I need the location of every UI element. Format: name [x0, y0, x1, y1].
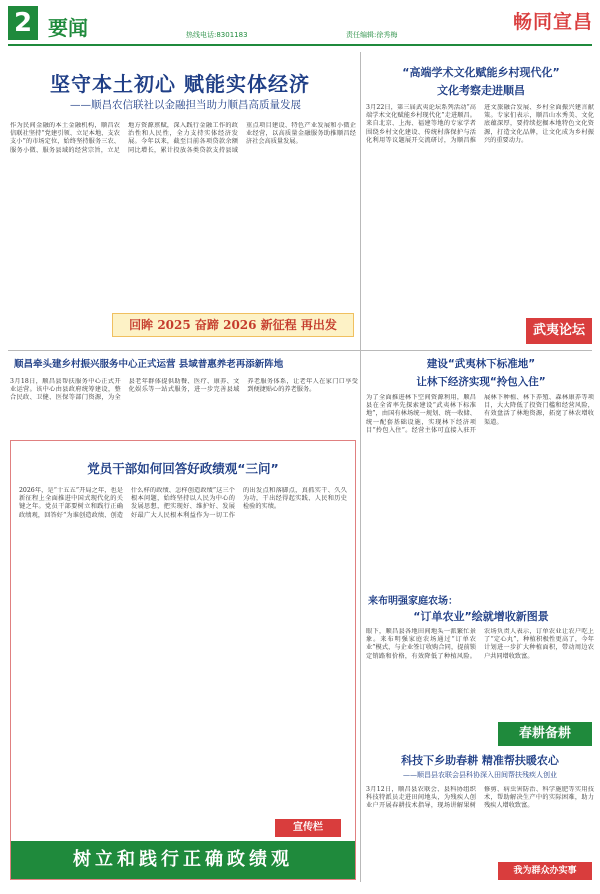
wuyi-title-2: 让林下经济实现“拎包入住” — [416, 376, 546, 388]
tech-title: 科技下乡助春耕 精准帮扶暖农心 — [401, 754, 559, 767]
col-divider-left — [360, 52, 361, 352]
col-divider-mid — [360, 352, 361, 882]
party-body: 2026年，是“十五五”开局之年，也是新征程上全面推进中国式现代化的关键之年。党员干部要树立和践行正确政绩观，回答好“为谁创造政绩、创造什么样的政绩、怎样创造政绩”这三个根本问题，始终坚持以人民为中心的发展思想，把实现好、维护好、发展好最广大人民根本利益作为一切工作的出发点和落脚点，真抓实干、久久为功，干出经得起实践、人民和历史检验的实绩。 — [19, 487, 347, 519]
party-title: 党员干部如何回答好政绩观“三问” — [87, 461, 279, 476]
party-box — [10, 440, 356, 880]
lead-slogan-banner: 回眸 2025 奋蹄 2026 新征程 再出发 — [112, 313, 354, 337]
culture-title-1: “高端学术文化赋能乡村现代化” — [402, 66, 560, 79]
culture-title-2: 文化考察走进顺昌 — [437, 84, 525, 97]
masthead-logo: 畅同宣昌 — [510, 2, 596, 42]
wuyi-title-1: 建设“武夷林下标准地” — [426, 358, 536, 370]
editor-name: 责任编辑:徐秀梅 — [346, 31, 398, 39]
party-tag: 宣传栏 — [275, 819, 341, 837]
section-name: 要闻 — [48, 16, 88, 40]
header-divider — [8, 44, 592, 46]
column-tag-wuyi: 武夷论坛 — [526, 318, 592, 344]
tech-tag: 我为群众办实事 — [498, 862, 592, 880]
tech-body: 3月12日，顺昌县农联会、县科协组织科技特派员走进田间地头，为残疾人创业户开展春耕技术指导，现场讲解果树修剪、病虫害防治、科学施肥等实用技术，帮助解决生产中的实际困难，助力残疾人增收致富。 — [366, 786, 594, 810]
help-body: 3月18日，顺昌县帮扶服务中心正式开业运营。该中心由县政府统筹建设，整合民政、卫健、医保等部门资源，为全县老年群体提供助餐、医疗、康养、文化娱乐等一站式服务，进一步完善县域养老服务体系，让老年人在家门口享受到便捷贴心的养老服务。 — [10, 378, 358, 402]
spring-tag: 春耕备耕 — [498, 722, 592, 746]
hotline: 热线电话:8301183 — [186, 31, 248, 39]
farm-title-2: “订单农业”绘就增收新图景 — [413, 610, 549, 623]
lead-subtitle: ——顺昌农信联社以金融担当助力顺昌高质量发展 — [70, 99, 301, 111]
lead-body: 作为民间金融的本土金融机构，顺昌农信联社坚持“党建引领、立足本地、支农支小”的市场定位，始终坚持服务三农、服务小微、服务县域的经营宗旨，立足地方资源禀赋，深入践行金融工作的政治性和人民性，全力支持实体经济发展。今年以来，截至目前各项贷款余额同比增长，累计投放各类贷款支持县域重点项目建设、特色产业发展和小微企业经营，以高质量金融服务助推顺昌经济社会高质量发展。 — [10, 122, 356, 154]
party-banner: 树立和践行正确政绩观 — [11, 841, 355, 879]
farm-body: 眼下，顺昌县各地田间地头一派繁忙景象。来布明强家庭农场通过“订单农业”模式，与企业签订收购合同，提前锁定销路和价格，有效降低了种植风险。农场负责人表示，订单农业让农户吃上了“定心丸”，种植积极性更高了，今年计划进一步扩大种植面积，带动周边农户共同增收致富。 — [366, 628, 594, 660]
farm-title-1: 来布明强家庭农场： — [368, 596, 458, 607]
tech-subtitle: ——顺昌县农联会县科协深入田间帮扶残疾人创业 — [403, 771, 557, 779]
row-divider-1 — [8, 350, 592, 351]
lead-title: 坚守本土初心 赋能实体经济 — [50, 72, 310, 96]
culture-body: 3月22日，第三届武夷论坛系列活动“高端学术文化赋能乡村现代化”走进顺昌。来自北京、上海、福建等地的专家学者围绕乡村文化建设、传统村落保护与活化利用等议题展开交流研讨，为顺昌推进文旅融合发展、乡村全面振兴建言献策。专家们表示，顺昌山水秀美、文化底蕴深厚，要持续挖掘本地特色文化资源，打造文化品牌，让文化成为乡村振兴的重要动力。 — [366, 104, 594, 144]
page-number: 2 — [8, 6, 38, 40]
help-title: 顺昌牵头建乡村振兴服务中心正式运营 县域普惠养老再添新阵地 — [14, 359, 284, 370]
wuyi-body: 为了全面推进林下空间资源利用，顺昌县在全省率先探索建设“武夷林下标准地”，由国有林场统一规划、统一收储、统一配套基础设施，实现林下经济项目“拎包入住”。经营主体可直接入驻开展林下种植、林下养殖、森林康养等项目，大大降低了投资门槛和经营风险，有效盘活了林地资源，拓宽了林农增收渠道。 — [366, 394, 594, 434]
